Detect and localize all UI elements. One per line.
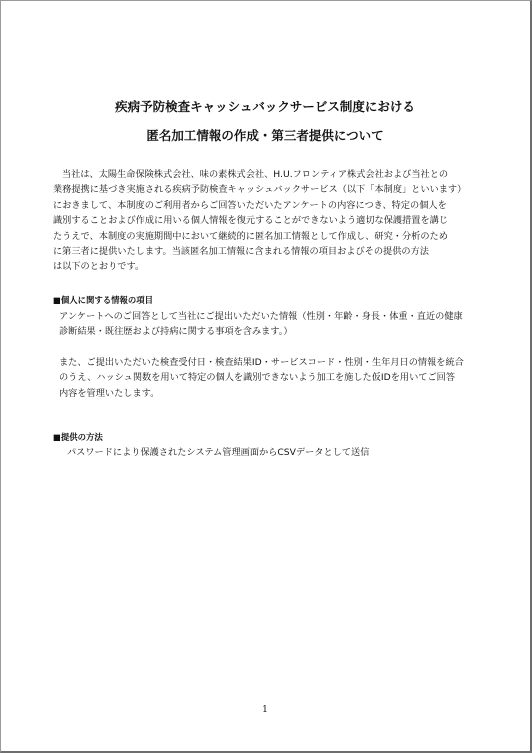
document-title-line-2: 匿名加工情報の作成・第三者提供について: [146, 128, 384, 143]
section1-paragraph-2: [59, 355, 499, 401]
page-number: 1: [262, 705, 268, 715]
intro-line: 業務提携に基づき実施される疾病予防検査キャッシュバックサービス（以下「本制度」といいます）: [53, 184, 467, 196]
paragraph-line: アンケートへのご回答として当社にご提出いただいた情報（性別・年齢・身長・体重・直近の健康: [59, 311, 463, 322]
section-heading-personal-info-items: ■個人に関する情報の項目: [53, 295, 154, 305]
paragraph-line: 診断結果・既往歴および持病に関する事項を含みます。）: [59, 326, 293, 338]
paragraph-line: 内容を管理いたします。: [59, 387, 160, 399]
paragraph-line: のうえ、ハッシュ関数を用いて特定の個人を識別できないよう加工を施した仮IDを用いてご回答: [59, 372, 456, 384]
document-title-line-1: 疾病予防検査キャッシュバックサービス制度における: [115, 99, 415, 114]
section2-paragraph: [67, 445, 507, 460]
intro-line: たうえで、本制度の実施期間中において継続的に匿名加工情報として作成し、研究・分析のため: [53, 230, 448, 242]
intro-paragraph: [53, 167, 493, 275]
intro-line: 識別することおよび作成に用いる個人情報を復元することができないよう適切な保護措置を講じ: [53, 215, 449, 227]
intro-line: 当社は、太陽生命保険株式会社、味の素株式会社、H.U.フロンティア株式会社および当社との: [62, 169, 449, 180]
section1-paragraph-1: [59, 309, 499, 340]
section-heading-provision-method: ■提供の方法: [53, 432, 103, 442]
intro-line: におきまして、本制度のご利用者からご回答いただいたアンケートの内容につき、特定の個人を: [53, 199, 447, 211]
paragraph-line: パスワードにより保護されたシステム管理画面からCSVデータとして送信: [67, 447, 370, 458]
intro-line: は以下のとおりです。: [53, 261, 145, 273]
intro-line: に第三者に提供いたします。当該匿名加工情報に含まれる情報の項目およびその提供の方法: [53, 246, 429, 258]
paragraph-line: また、ご提出いただいた検査受付日・検査結果ID・サービスコード・性別・生年月日の情報を統合: [59, 357, 464, 368]
